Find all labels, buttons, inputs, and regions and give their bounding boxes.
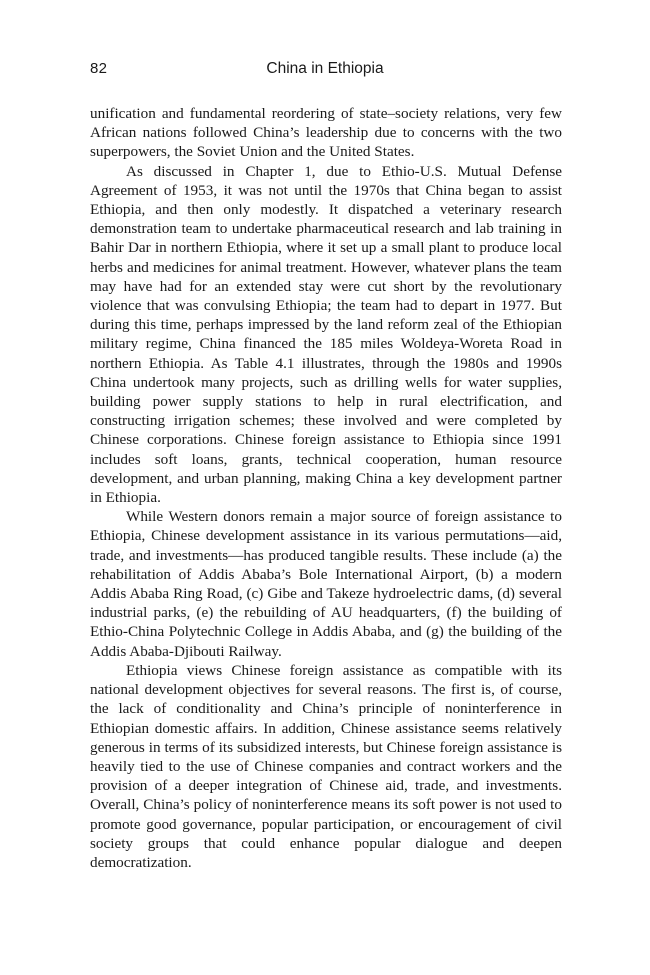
page-number: 82 [90,60,108,77]
body-text [90,104,562,872]
paragraph-tangible-results: While Western donors remain a major source of foreign assistance to Ethiopia, Chinese development assistance in its various permutations—aid, trade, and investments—has produced tangible results. These include (a) the rehabilitation of Addis Ababa’s Bole International Airport, (b) a modern Addis Ababa Ring Road, (c) Gibe and Takeze hydroelectric dams, (d) several industrial parks, (e) the rebuilding of AU headquarters, (f) the building of Ethio-China Polytechnic College in Addis Ababa, and (g) the building of the Addis Ababa-Djibouti Railway. [90,508,562,660]
running-title: China in Ethiopia [266,60,384,77]
paragraph-continuation: unification and fundamental reordering of state–society relations, very few African nations followed China’s leadership due to concerns with the two superpowers, the Soviet Union and the United States. [90,105,562,161]
paragraph-china-assistance-history: As discussed in Chapter 1, due to Ethio-U.S. Mutual Defense Agreement of 1953, it was not until the 1970s that China began to assist Ethiopia, and then only modestly. It dispatched a veterinary research demonstration team to undertake pharmaceutical research and lab training in Bahir Dar in northern Ethiopia, where it set up a small plant to produce local herbs and medicines for animal treatment. However, whatever plans the team may have had for an extended stay were cut short by the revolutionary violence that was convulsing Ethiopia; the team had to depart in 1977. But during this time, perhaps impressed by the land reform zeal of the Ethiopian military regime, China financed the 185 miles Woldeya-Woreta Road in northern Ethiopia. As Table 4.1 illustrates, through the 1980s and 1990s China undertook many projects, such as drilling wells for water supplies, building power supply stations to help in rural electrification, and constructing irrigation schemes; these involved and were completed by Chinese corporations. Chinese foreign assistance to Ethiopia since 1991 includes soft loans, grants, technical cooperation, human resource development, and urban planning, making China a key development partner in Ethiopia. [90,162,562,507]
page-header [90,60,560,84]
paragraph-ethiopia-views: Ethiopia views Chinese foreign assistance as compatible with its national development objectives for several reasons. The first is, of course, the lack of conditionality and China’s principle of noninterference in Ethiopian domestic affairs. In addition, Chinese assistance seems relatively generous in terms of its subsidized interests, but Chinese foreign assistance is heavily tied to the use of Chinese companies and contract workers and the provision of a deeper integration of Chinese aid, trade, and investments. Overall, China’s policy of noninterference means its soft power is not used to promote good governance, popular participation, or encouragement of civil society groups that could enhance popular dialogue and deepen democratization. [90,661,562,871]
